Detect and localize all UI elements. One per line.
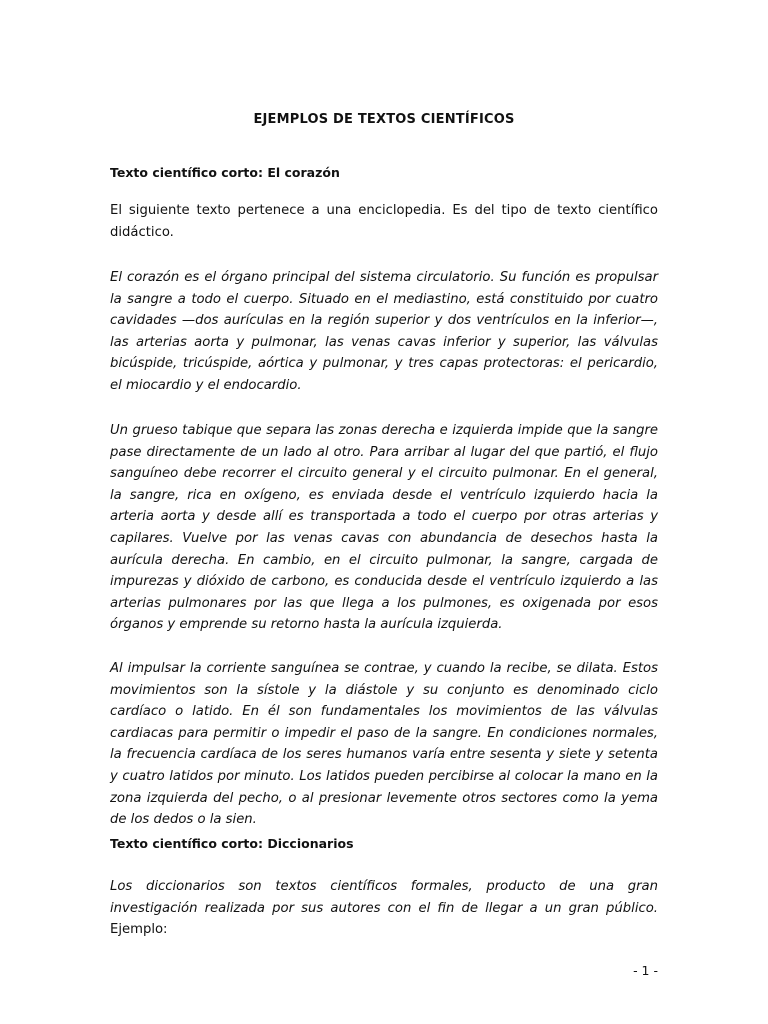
paragraph-diccionarios-ejemplo: Ejemplo:	[110, 922, 168, 938]
document-title: EJEMPLOS DE TEXTOS CIENTÍFICOS	[253, 112, 515, 127]
paragraph-diccionarios	[110, 876, 658, 941]
page-number: - 1 -	[633, 963, 658, 978]
section-intro: El siguiente texto pertenece a una enciclopedia. Es del tipo de texto científico didáctico.	[110, 203, 658, 240]
section-heading-diccionarios: Texto científico corto: Diccionarios	[110, 836, 354, 851]
paragraph-corazon-2: Un grueso tabique que separa las zonas derecha e izquierda impide que la sangre pase directamente de un lado al otro. Para arribar al lugar del que partió, el flujo sanguíneo debe recorrer el circuito general y el circuito pulmonar. En el general, la sangre, rica en oxígeno, es enviada desde el ventrículo izquierdo hacia la arteria aorta y desde allí es transportada a todo el cuerpo por otras arterias y capilares. Vuelve por las venas cavas con abundancia de desechos hasta la aurícula derecha. En cambio, en el circuito pulmonar, la sangre, cargada de impurezas y dióxido de carbono, es conducida desde el ventrículo izquierdo a las arterias pulmonares por las que llega a los pulmones, es oxigenada por esos órganos y emprende su retorno hasta la aurícula izquierda.	[110, 423, 658, 633]
paragraph-corazon-3: Al impulsar la corriente sanguínea se contrae, y cuando la recibe, se dilata. Estos movimientos son la sístole y la diástole y su conjunto es denominado ciclo cardíaco o latido. En él son fundamentales los movimientos de las válvulas cardiacas para permitir o impedir el paso de la sangre. En condiciones normales, la frecuencia cardíaca de los seres humanos varía entre sesenta y siete y setenta y cuatro latidos por minuto. Los latidos pueden percibirse al colocar la mano en la zona izquierda del pecho, o al presionar levemente otros sectores como la yema de los dedos o la sien.	[110, 661, 658, 828]
section-heading-corazon: Texto científico corto: El corazón	[110, 165, 340, 180]
paragraph-corazon-1: El corazón es el órgano principal del sistema circulatorio. Su función es propulsar la sangre a todo el cuerpo. Situado en el mediastino, está constituido por cuatro cavidades —dos aurículas en la región superior y dos ventrículos en la inferior—, las arterias aorta y pulmonar, las venas cavas inferior y superior, las válvulas bicúspide, tricúspide, aórtica y pulmonar, y tres capas protectoras: el pericardio, el miocardio y el endocardio.	[110, 270, 658, 393]
paragraph-diccionarios-text: Los diccionarios son textos científicos formales, producto de una gran investigación realizada por sus autores con el fin de llegar a un gran público.	[110, 879, 658, 916]
